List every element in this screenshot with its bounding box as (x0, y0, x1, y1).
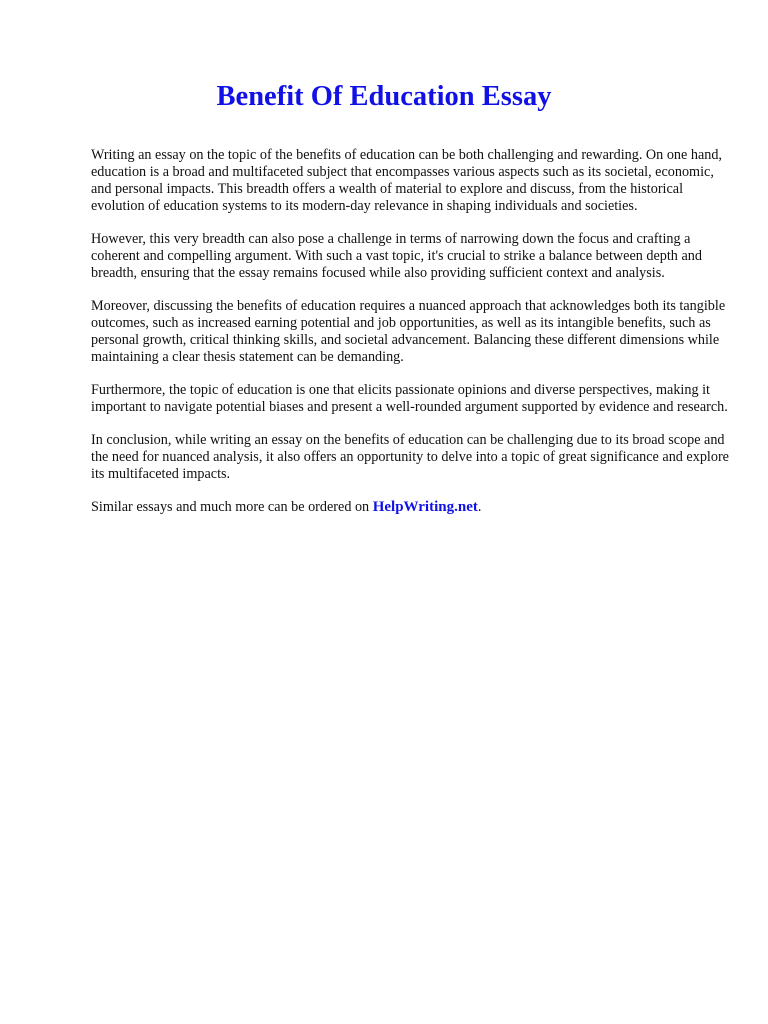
paragraph-1: Writing an essay on the topic of the benefits of education can be both challenging and rewarding. On one hand, education is a broad and multifaceted subject that encompasses various aspects such as its societal, economic, and personal impacts. This breadth offers a wealth of material to explore and discuss, from the historical evolution of education systems to its modern-day relevance in shaping individuals and societies. (91, 147, 722, 214)
paragraph-2: However, this very breadth can also pose a challenge in terms of narrowing down the focus and crafting a coherent and compelling argument. With such a vast topic, it's crucial to strike a balance between depth and breadth, ensuring that the essay remains focused while also providing sufficient context and analysis. (91, 231, 702, 281)
closing-suffix: . (477, 499, 482, 515)
paragraph-4: Furthermore, the topic of education is one that elicits passionate opinions and diverse perspectives, making it important to navigate potential biases and present a well-rounded argument supported by evidence and research. (91, 382, 728, 415)
helpwriting-link[interactable]: HelpWriting.net (372, 499, 478, 515)
page-title: Benefit Of Education Essay (216, 81, 552, 112)
closing-line (91, 499, 731, 516)
essay-body (91, 147, 731, 532)
paragraph-5: In conclusion, while writing an essay on the benefits of education can be challenging due to its broad scope and the need for nuanced analysis, it also offers an opportunity to delve into a topic of great significance and explore its multifaceted impacts. (91, 432, 729, 482)
paragraph-3: Moreover, discussing the benefits of education requires a nuanced approach that acknowledges both its tangible outcomes, such as increased earning potential and job opportunities, as well as its intangible benefits, such as personal growth, critical thinking skills, and societal advancement. Balancing these different dimensions while maintaining a clear thesis statement can be demanding. (91, 298, 726, 365)
closing-text: Similar essays and much more can be ordered on (91, 499, 373, 515)
